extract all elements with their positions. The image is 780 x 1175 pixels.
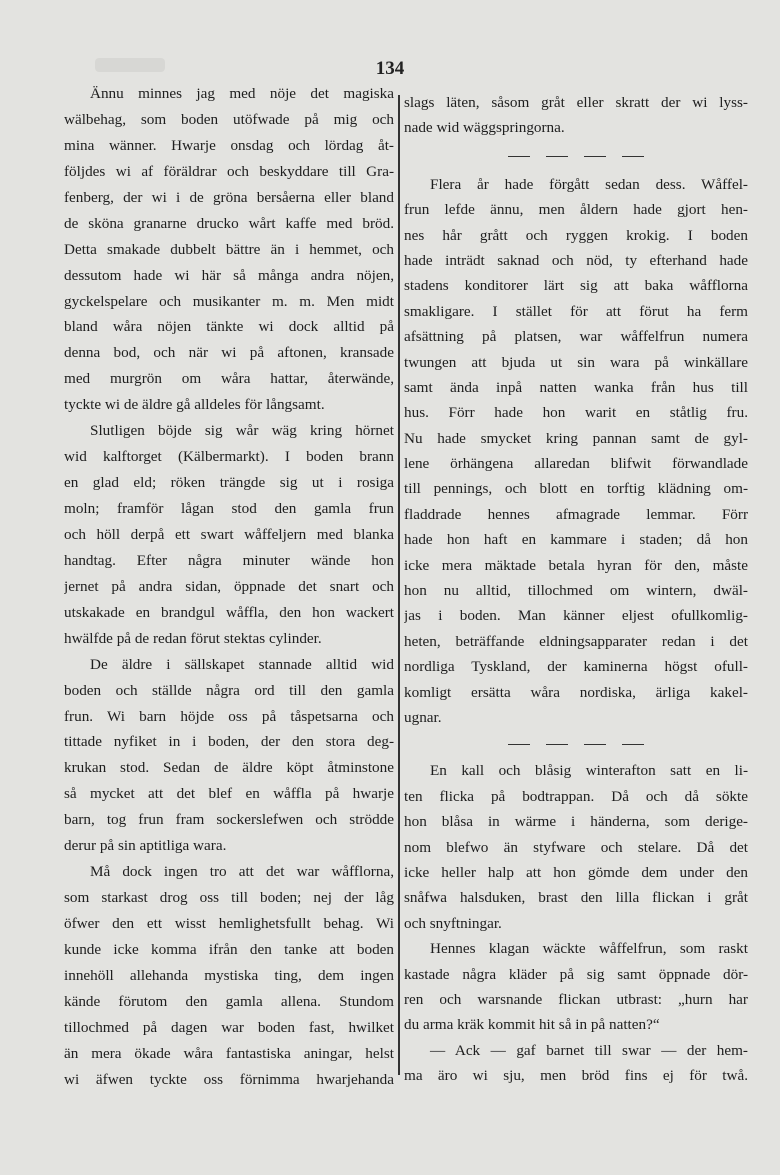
text-line: du arma kräk kommit hit så in på natten?“ [404,1016,660,1034]
separator-dash [584,744,606,746]
text-line: wid kalftorget (Kälbermarkt). I boden brann [64,448,394,466]
text-line: Flera år hade förgått sedan dess. Wåffel- [430,175,748,193]
text-line: nom blefwo än styfware och stelare. Då det [404,838,748,856]
text-line: boden och ställde några ord till den gamla [64,681,394,699]
text-line: öfwer den ett wisst hemlighetsfullt behag. Wi [64,915,394,932]
text-line: en glad eld; röken trängde sig ut i rosiga [64,474,394,492]
text-line: och höll derpå ett swart wåffeljern med blanka [64,525,394,543]
text-line: En kall och blåsig winterafton satt en li- [430,762,748,780]
text-line: kastade några kläder på sig samt öppnade dör- [404,965,748,983]
text-line: denna bod, och när wi på aftonen, kransade [64,344,394,362]
text-line: kände förutom den gamla allena. Stundom [64,992,394,1010]
text-line: samt ända inpå natten wanka från hus till [404,378,748,396]
text-line: än mera ökade wåra fantastiska aningar, helst [64,1044,394,1062]
paragraph [404,1038,748,1089]
paragraph [404,758,748,936]
separator-dash [546,156,568,158]
text-line: derur på sin aptitliga wara. [64,837,227,855]
text-line: tyckte wi de äldre gå alldeles för långsamt. [64,396,325,414]
text-line: wi äfwen tyckte oss förnimma hwarjehanda [64,1070,394,1088]
paper-smudge [95,58,165,72]
text-line: hon blåsa in wärme i händerna, som derige- [404,813,748,831]
separator-dash [546,744,568,746]
text-line: till pennings, och blott en torftig klädning om- [404,480,748,498]
text-line: komligt ersätta wåra nordiska, ärliga kakel- [404,683,748,701]
text-line: Må dock ingen tro att det war wåfflorna, [90,863,394,881]
text-line: hade hon haft en kammare i staden; då hon [404,531,748,549]
text-line: snåfwa halsduken, brast den lilla flickan i gråt [404,889,748,907]
text-line: Detta smakade dubbelt bättre än i hemmet, och [64,240,394,258]
separator-dash [508,744,530,746]
paragraph [404,172,748,731]
left-column [64,81,394,1093]
text-line: tillochmed på dagen war boden fast, hwilket [64,1018,394,1036]
text-line: jernet på andra sidan, öppnade det snart och [64,577,394,595]
paragraph [64,652,394,860]
text-line: handtag. Efter några minuter wände hon [64,551,394,569]
text-line: nade wid wäggspringorna. [404,119,565,137]
right-column [404,90,748,1088]
text-line: heten, beträffande eldningsapparater redan i det [404,632,748,650]
text-line: nordliga Tyskland, der kaminerna högst ofull- [404,658,748,676]
text-line: innehöll allehanda mystiska ting, dem ingen [64,966,394,984]
text-line: slags läten, såsom gråt eller skratt der wi lyss- [404,94,748,111]
text-line: Ännu minnes jag med nöje det magiska [90,85,394,102]
text-line: de sköna granarne drucko wårt kaffe med bröd. [64,214,394,232]
text-line: dessutom hade wi här så många andra nöjen, [64,266,394,284]
text-line: Hennes klagan wäckte wåffelfrun, som raskt [430,940,748,958]
text-line: kunde icke komma ifrån den tanke att boden [64,940,394,958]
paragraph [404,90,748,141]
text-line: ma äro wi sju, men bröd fins ej för twå. [404,1067,748,1085]
text-line: bland wåra nöjen tänkte wi dock alltid på [64,318,394,336]
text-line: stadens konditorer lärt sig att baka wåfflorna [404,277,748,295]
text-line: smakligare. I stället för att förut ha ferm [404,302,748,320]
text-line: utskakade en brandgul wåffla, den hon wackert [64,603,394,621]
text-line: gyckelspelare och musikanter m. m. Men midt [64,292,394,310]
separator-dash [584,156,606,158]
text-line: mina wänner. Hwarje onsdag och lördag åt- [64,136,394,154]
separator-dash [622,744,644,746]
paragraph [64,859,394,1092]
text-line: Nu hade smycket kring pannan samt de gyl- [404,429,748,447]
text-line: ren och warsnande flickan utbrast: „hurn har [404,990,748,1008]
text-line: wälbehag, som boden utöfwade på mig och [64,110,394,128]
paragraph [404,936,748,1038]
text-line: följdes wi af föräldrar och beskyddare till Gra- [64,162,394,180]
text-line: De äldre i sällskapet stannade alltid wid [90,655,394,673]
text-line: frun. Wi barn höjde oss på tåspetsarna och [64,707,394,725]
text-line: barn, tog frun fram sockerslefwen och strödde [64,811,394,829]
text-line: tittade nyfiket in i boden, der den stora deg- [64,733,394,751]
text-line: och snyftningar. [404,914,502,932]
paragraph [64,81,394,418]
text-line: som starkast drog oss till boden; nej der låg [64,889,394,907]
text-line: nes hår grått och ryggen krokig. I boden [404,226,748,244]
separator-dash [622,156,644,158]
text-line: — Ack — gaf barnet till swar — der hem- [430,1041,748,1059]
paragraph [64,418,394,651]
text-line: ten flicka på bodtrappan. Då och då sökte [404,787,748,805]
text-line: hon nu alltid, tillochmed om wintern, dwäl- [404,582,748,600]
text-line: moln; framför lågan stod den gamla frun [64,500,394,517]
text-line: fenberg, der wi i de gröna bersåerna eller bland [64,188,394,206]
separator-dash [508,156,530,158]
text-line: jas i boden. Man känner eljest ofullkomlig- [404,607,748,625]
text-line: hus. Förr hade hon warit en ståtlig fru. [404,404,748,422]
section-separator [404,730,748,758]
text-line: med murgrön om wåra hattar, återwände, [64,370,394,388]
text-line: twungen att bjuda ut sin wara på winkällare [404,353,748,371]
section-separator [404,141,748,172]
text-line: lene örhängena allaredan blifwit förwandlade [404,455,748,473]
column-rule [398,95,400,1075]
text-line: Slutligen böjde sig wår wäg kring hörnet [90,422,394,440]
text-line: frun lefde ännu, men åldern hade gjort hen- [404,201,748,219]
text-line: krukan stod. Sedan de äldre köpt åtminstone [64,759,394,777]
text-line: icke mera mäktade betala hyran för den, måste [404,556,748,574]
text-line: icke heller halp att hon gömde dem under den [404,863,748,881]
text-line: hwälfde på de redan förut stektas cylinder. [64,629,322,647]
text-line: ugnar. [404,708,442,726]
text-line: så mycket att det blef en wåffla på hwarje [64,785,394,803]
page-number: 134 [375,58,405,79]
text-line: hade inträdt saknad och nöd, ty efterhand hade [404,251,748,269]
text-line: fladdrade hennes afmagrade lemmar. Förr [404,505,748,523]
text-line: afsättning på platsen, war wåffelfrun numera [404,328,748,346]
